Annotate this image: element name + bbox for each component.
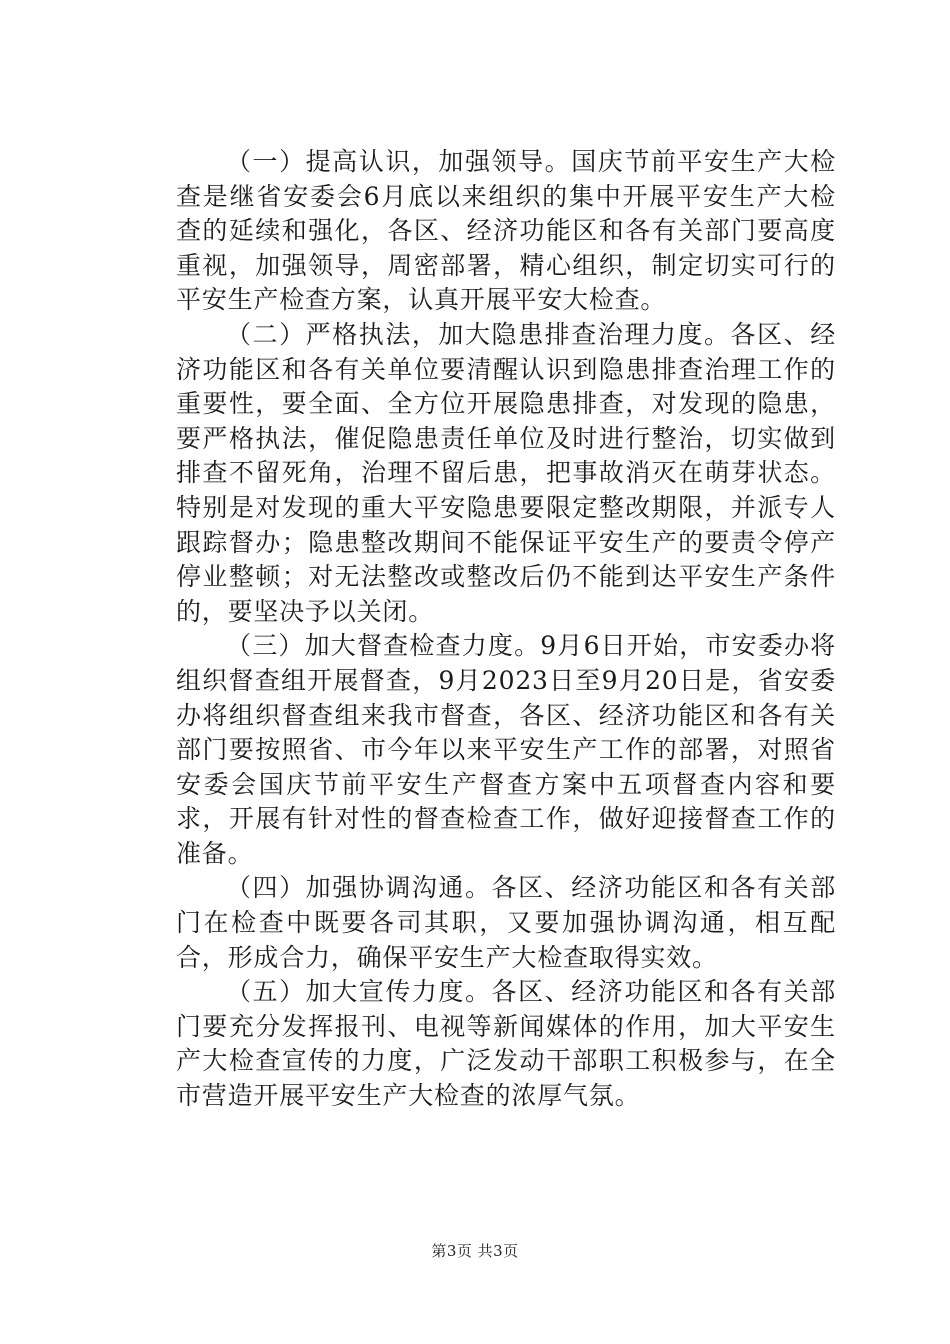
page-footer	[0, 1240, 950, 1261]
paragraph-5: （五）加大宣传力度。各区、经济功能区和各有关部门要充分发挥报刊、电视等新闻媒体的作用，加大平安生产大检查宣传的力度，广泛发动干部职工积极参与，在全市营造开展平安生产大检查的浓厚气氛。	[176, 977, 836, 1111]
paragraph-3: （三）加大督查检查力度。9月6日开始，市安委办将组织督查组开展督查，9月2023日至9月20日是，省安委办将组织督查组来我市督查，各区、经济功能区和各有关部门要按照省、市今年以来平安生产工作的部署，对照省安委会国庆节前平安生产督查方案中五项督查内容和要求，开展有针对性的督查检查工作，做好迎接督查工作的准备。	[176, 631, 836, 868]
paragraph-4: （四）加强协调沟通。各区、经济功能区和各有关部门在检查中既要各司其职，又要加强协调沟通，相互配合，形成合力，确保平安生产大检查取得实效。	[176, 873, 836, 972]
paragraph-2: （二）严格执法，加大隐患排查治理力度。各区、经济功能区和各有关单位要清醒认识到隐患排查治理工作的重要性，要全面、全方位开展隐患排查，对发现的隐患，要严格执法，催促隐患责任单位及时进行整治，切实做到排查不留死角，治理不留后患，把事故消灭在萌芽状态。特别是对发现的重大平安隐患要限定整改期限，并派专人跟踪督办；隐患整改期间不能保证平安生产的要责令停产停业整顿；对无法整改或整改后仍不能到达平安生产条件的，要坚决予以关闭。	[176, 319, 836, 626]
page-number: 第3页 共3页	[431, 1242, 519, 1260]
document-body	[176, 145, 836, 1114]
paragraph-1: （一）提高认识，加强领导。国庆节前平安生产大检查是继省安委会6月底以来组织的集中开展平安生产大检查的延续和强化，各区、经济功能区和各有关部门要高度重视，加强领导，周密部署，精心组织，制定切实可行的平安生产检查方案，认真开展平安大检查。	[176, 147, 836, 315]
